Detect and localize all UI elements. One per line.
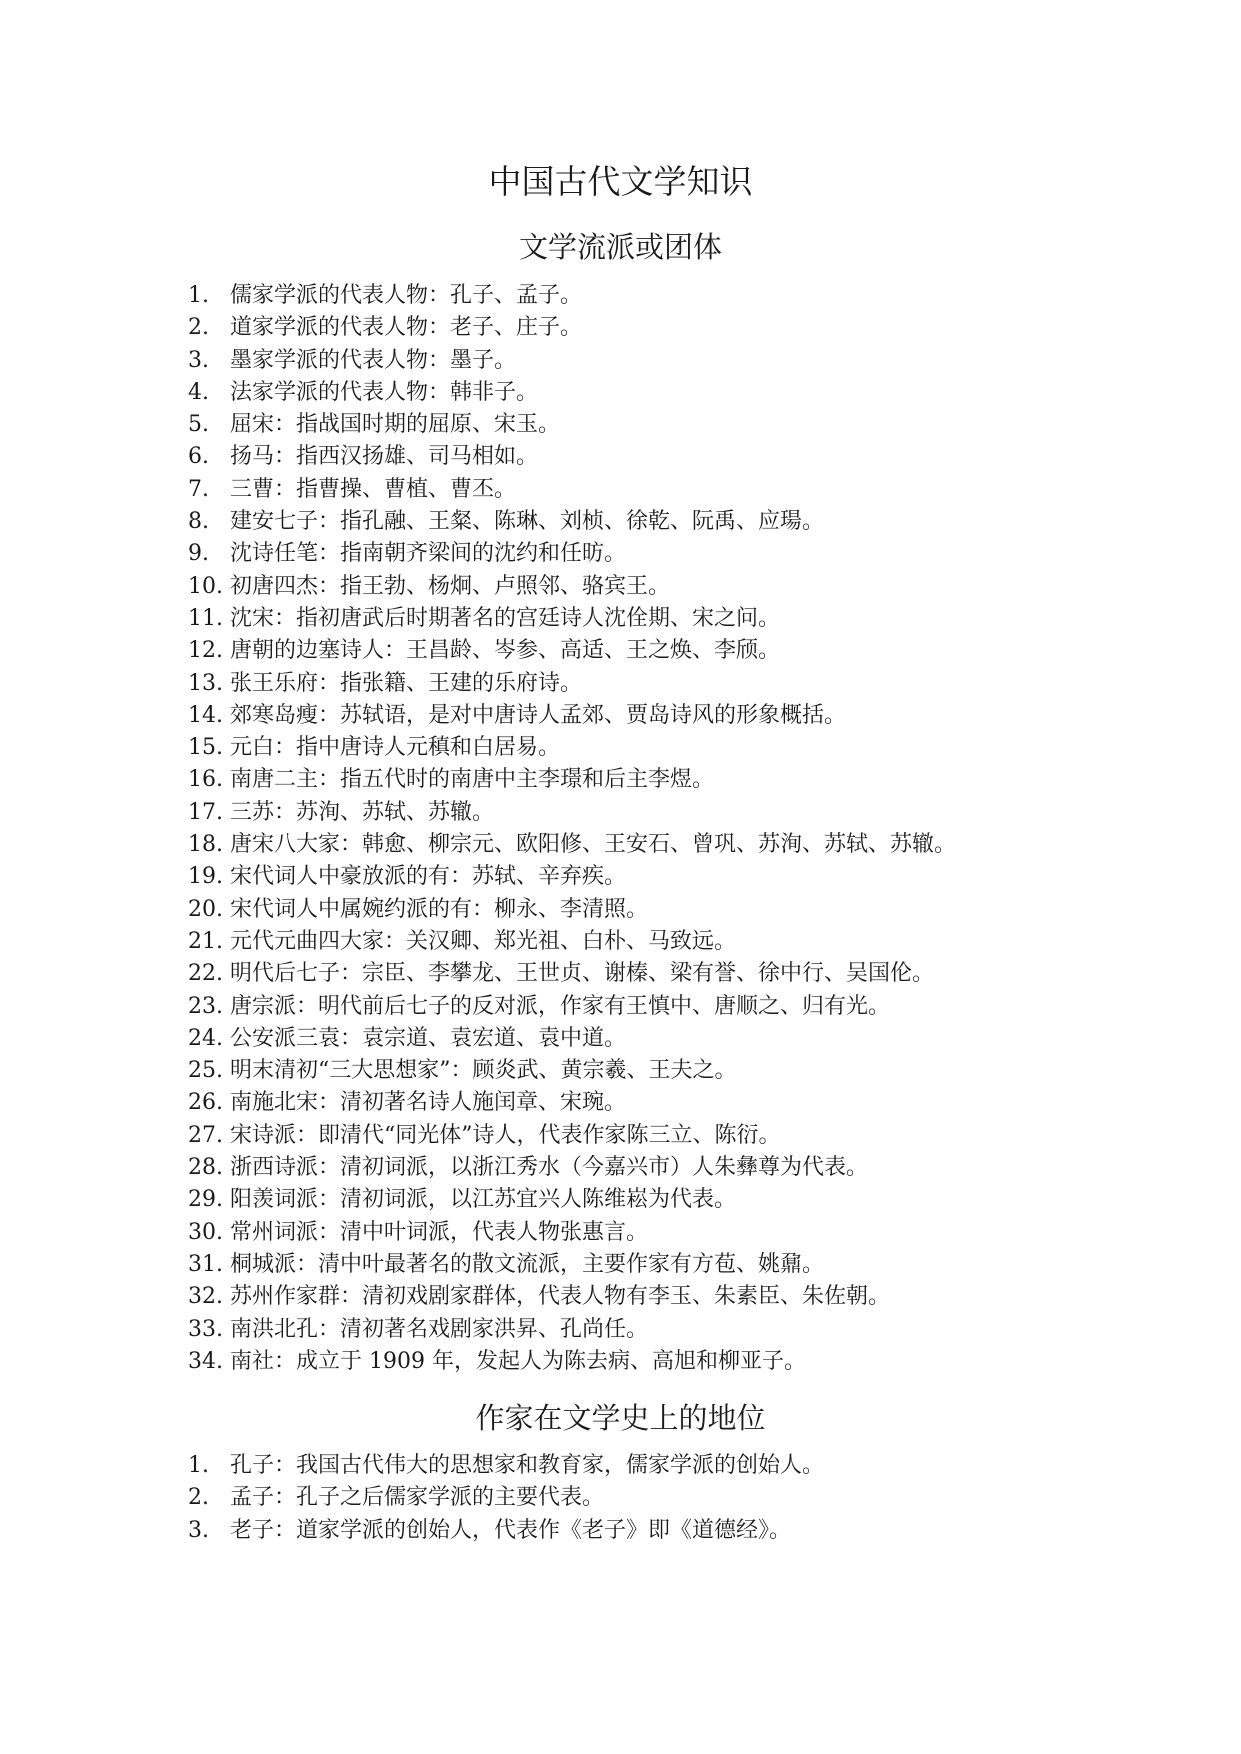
list-item	[188, 1055, 1198, 1087]
item-text: 老子：道家学派的创始人，代表作《老子》即《道德经》。	[230, 1517, 792, 1543]
list-item	[188, 603, 1198, 635]
list-item	[188, 1515, 1198, 1547]
item-text: 墨家学派的代表人物：墨子。	[230, 347, 517, 373]
item-number: 2.	[188, 315, 209, 341]
item-number: 32.	[188, 1284, 223, 1310]
list-item	[188, 280, 1198, 312]
item-number: 15.	[188, 735, 223, 761]
item-text: 沈诗任笔：指南朝齐梁间的沈约和任昉。	[230, 541, 627, 567]
list-item	[188, 474, 1198, 506]
list-item	[188, 926, 1198, 958]
item-number: 22.	[188, 961, 223, 987]
item-number: 5.	[188, 412, 209, 438]
list-item	[188, 797, 1198, 829]
item-text: 明代后七子：宗臣、李攀龙、王世贞、谢榛、梁有誉、徐中行、吴国伦。	[230, 961, 935, 987]
item-text: 道家学派的代表人物：老子、庄子。	[230, 315, 583, 341]
item-number: 1.	[188, 283, 209, 308]
item-text: 阳羡词派：清初词派，以江苏宜兴人陈维崧为代表。	[230, 1187, 737, 1213]
item-text: 南施北宋：清初著名诗人施闰章、宋琬。	[230, 1090, 627, 1116]
list-item	[188, 1281, 1198, 1313]
list-item	[188, 1249, 1198, 1281]
item-text: 屈宋：指战国时期的屈原、宋玉。	[230, 412, 561, 438]
list-item	[188, 635, 1198, 667]
item-number: 4.	[188, 379, 209, 405]
item-number: 8.	[188, 509, 209, 535]
item-text: 建安七子：指孔融、王粲、陈琳、刘桢、徐乾、阮禹、应瑒。	[230, 509, 825, 535]
item-text: 三苏：苏洵、苏轼、苏辙。	[230, 799, 495, 825]
list-item	[188, 538, 1198, 570]
item-number: 1.	[188, 1453, 209, 1478]
list-item	[188, 1346, 1198, 1378]
item-text: 公安派三袁：袁宗道、袁宏道、袁中道。	[230, 1025, 627, 1051]
item-number: 3.	[188, 347, 209, 373]
list-item	[188, 1023, 1198, 1055]
item-number: 18.	[188, 832, 223, 858]
list-item	[188, 377, 1198, 409]
item-text: 宋代词人中属婉约派的有：柳永、李清照。	[230, 896, 649, 922]
item-text: 唐朝的边塞诗人：王昌龄、岑参、高适、王之焕、李颀。	[230, 638, 781, 664]
list-item	[188, 1087, 1198, 1119]
list-item	[188, 861, 1198, 893]
list-item	[188, 506, 1198, 538]
list-item	[188, 1314, 1198, 1346]
item-number: 20.	[188, 896, 223, 922]
list-item	[188, 668, 1198, 700]
item-text: 沈宋：指初唐武后时期著名的宫廷诗人沈佺期、宋之问。	[230, 605, 781, 631]
item-number: 19.	[188, 864, 223, 890]
list-item	[188, 732, 1198, 764]
item-number: 21.	[188, 928, 223, 954]
list-item	[188, 1482, 1198, 1514]
list-item	[188, 829, 1198, 861]
item-number: 6.	[188, 444, 209, 470]
item-text: 苏州作家群：清初戏剧家群体，代表人物有李玉、朱素臣、朱佐朝。	[230, 1284, 891, 1310]
item-number: 16.	[188, 767, 223, 793]
item-number: 28.	[188, 1155, 223, 1181]
item-number: 2.	[188, 1485, 209, 1511]
list-item	[188, 991, 1198, 1023]
item-text: 孟子：孔子之后儒家学派的主要代表。	[230, 1485, 605, 1511]
item-number: 17.	[188, 799, 223, 825]
list-item	[188, 764, 1198, 796]
list-item	[188, 571, 1198, 603]
item-text: 宋诗派：即清代“同光体”诗人，代表作家陈三立、陈衍。	[230, 1122, 781, 1148]
item-text: 儒家学派的代表人物：孔子、孟子。	[230, 283, 583, 308]
list-item	[188, 1450, 1198, 1482]
item-text: 三曹：指曹操、曹植、曹丕。	[230, 476, 517, 502]
section-heading: 作家在文学史上的地位	[475, 1401, 766, 1435]
item-number: 11.	[188, 605, 223, 631]
item-text: 法家学派的代表人物：韩非子。	[230, 379, 539, 405]
item-number: 26.	[188, 1090, 223, 1116]
item-text: 扬马：指西汉扬雄、司马相如。	[230, 444, 539, 470]
list-item	[188, 700, 1198, 732]
item-text: 唐宗派：明代前后七子的反对派，作家有王慎中、唐顺之、归有光。	[230, 993, 891, 1019]
section-heading: 文学流派或团体	[518, 230, 722, 264]
item-number: 24.	[188, 1025, 223, 1051]
list-item	[188, 1217, 1198, 1249]
item-text: 南洪北孔：清初著名戏剧家洪昇、孔尚任。	[230, 1316, 649, 1342]
item-number: 10.	[188, 573, 223, 599]
page-title: 中国古代文学知识	[488, 162, 753, 201]
list-item	[188, 894, 1198, 926]
item-text: 宋代词人中豪放派的有：苏轼、辛弃疾。	[230, 864, 627, 890]
item-number: 9.	[188, 541, 209, 567]
item-text: 唐宋八大家：韩愈、柳宗元、欧阳修、王安石、曾巩、苏洵、苏轼、苏辙。	[230, 832, 957, 858]
item-text: 郊寒岛瘦：苏轼语，是对中唐诗人孟郊、贾岛诗风的形象概括。	[230, 702, 847, 728]
item-number: 13.	[188, 670, 223, 696]
item-text: 元白：指中唐诗人元稹和白居易。	[230, 735, 561, 761]
item-number: 12.	[188, 638, 223, 664]
item-text: 明末清初“三大思想家”：顾炎武、黄宗羲、王夫之。	[230, 1058, 737, 1084]
item-number: 31.	[188, 1251, 223, 1277]
item-number: 27.	[188, 1122, 223, 1148]
list-item	[188, 1152, 1198, 1184]
item-number: 14.	[188, 702, 223, 728]
list-item	[188, 958, 1198, 990]
item-text: 浙西诗派：清初词派，以浙江秀水（今嘉兴市）人朱彝尊为代表。	[230, 1155, 869, 1181]
list-item	[188, 441, 1198, 473]
list-item	[188, 345, 1198, 377]
item-number: 7.	[188, 476, 209, 502]
item-text: 常州词派：清中叶词派，代表人物张惠言。	[230, 1219, 649, 1245]
item-text: 孔子：我国古代伟大的思想家和教育家，儒家学派的创始人。	[230, 1453, 825, 1478]
item-number: 29.	[188, 1187, 223, 1213]
numbered-list	[188, 1450, 1198, 1547]
list-item	[188, 1120, 1198, 1152]
item-text: 南社：成立于 1909 年，发起人为陈去病、高旭和柳亚子。	[230, 1348, 806, 1374]
list-item	[188, 312, 1198, 344]
item-text: 南唐二主：指五代时的南唐中主李璟和后主李煜。	[230, 767, 715, 793]
item-text: 张王乐府：指张籍、王建的乐府诗。	[230, 670, 583, 696]
list-item	[188, 1184, 1198, 1216]
item-number: 3.	[188, 1517, 209, 1543]
item-number: 25.	[188, 1058, 223, 1084]
numbered-list	[188, 280, 1198, 1378]
item-text: 初唐四杰：指王勃、杨炯、卢照邻、骆宾王。	[230, 573, 671, 599]
item-number: 23.	[188, 993, 223, 1019]
item-text: 元代元曲四大家：关汉卿、郑光祖、白朴、马致远。	[230, 928, 737, 954]
item-number: 34.	[188, 1348, 223, 1374]
list-item	[188, 409, 1198, 441]
item-number: 33.	[188, 1316, 223, 1342]
item-text: 桐城派：清中叶最著名的散文流派，主要作家有方苞、姚鼐。	[230, 1251, 825, 1277]
item-number: 30.	[188, 1219, 223, 1245]
